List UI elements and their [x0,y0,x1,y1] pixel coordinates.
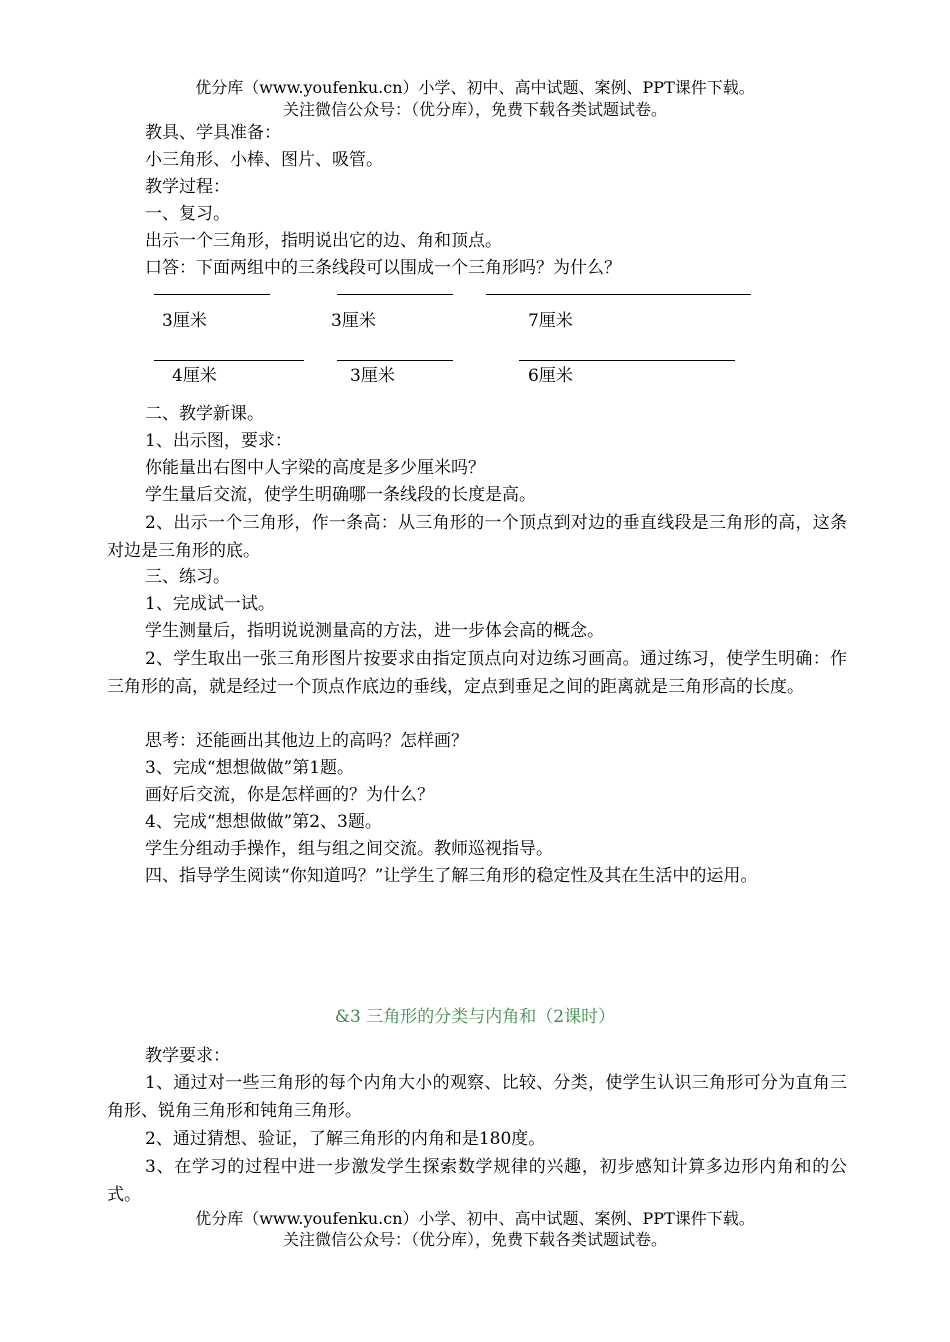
footer-line-1: 优分库（www.youfenku.cn）小学、初中、高中试题、案例、PPT课件下载。 [195,1209,755,1228]
practice-heading: 三、练习。 [145,567,230,587]
segment-line [519,360,735,361]
new-item-1: 1、出示图，要求： [145,431,292,451]
practice-item-4: 思考：还能画出其他边上的高吗？怎样画？ [145,731,468,751]
segment-label: 3厘米 [162,311,207,331]
segment-label: 7厘米 [528,311,573,331]
guide-item: 四、指导学生阅读“你知道吗？”让学生了解三角形的稳定性及其在生活中的运用。 [145,866,758,886]
new-lesson-heading: 二、教学新课。 [145,404,264,424]
segment-line [154,360,304,361]
practice-item-1: 1、完成试一试。 [145,594,275,614]
review-item-1: 出示一个三角形，指明说出它的边、角和顶点。 [145,231,502,251]
segment-label: 4厘米 [172,366,217,386]
practice-item-5: 3、完成“想想做做”第1题。 [145,758,355,778]
segment-label: 6厘米 [528,366,573,386]
requirements-heading: 教学要求： [145,1046,230,1066]
segment-line [154,294,270,295]
new-item-2: 你能量出右图中人字梁的高度是多少厘米吗？ [145,458,485,478]
new-item-3: 学生量后交流，使学生明确哪一条线段的长度是高。 [145,485,536,505]
segment-label: 3厘米 [350,366,395,386]
process-heading: 教学过程： [145,177,230,197]
requirement-1: 1、通过对一些三角形的每个内角大小的观察、比较、分类，使学生认识三角形可分为直角三角形、锐角三角形和钝角三角形。 [107,1073,847,1121]
practice-item-6: 画好后交流，你是怎样画的？为什么？ [145,785,434,805]
review-item-2: 口答：下面两组中的三条线段可以围成一个三角形吗？为什么？ [145,258,621,278]
section-title: &3 三角形的分类与内角和（2课时） [334,1007,616,1027]
review-heading: 一、复习。 [145,204,230,224]
segment-line [486,294,751,295]
header-line-1: 优分库（www.youfenku.cn）小学、初中、高中试题、案例、PPT课件下载。 [195,78,755,97]
segment-line [337,294,453,295]
practice-item-8: 学生分组动手操作，组与组之间交流。教师巡视指导。 [145,839,553,859]
practice-item-2: 学生测量后，指明说说测量高的方法，进一步体会高的概念。 [145,621,604,641]
header-line-2: 关注微信公众号：（优分库），免费下载各类试题试卷。 [282,100,667,119]
new-item-4: 2、出示一个三角形，作一条高：从三角形的一个顶点到对边的垂直线段是三角形的高，这条对边是三角形的底。 [107,513,847,561]
segment-label: 3厘米 [331,311,376,331]
practice-item-3: 2、学生取出一张三角形图片按要求由指定顶点向对边练习画高。通过练习，使学生明确：作三角形的高，就是经过一个顶点作底边的垂线，定点到垂足之间的距离就是三角形高的长度。 [107,649,847,697]
requirement-3: 3、在学习的过程中进一步激发学生探索数学规律的兴趣，初步感知计算多边形内角和的公式。 [107,1157,847,1205]
footer-line-2: 关注微信公众号：（优分库），免费下载各类试题试卷。 [282,1230,667,1249]
requirement-2: 2、通过猜想、验证，了解三角形的内角和是180度。 [145,1129,546,1149]
tools-list: 小三角形、小棒、图片、吸管。 [145,150,383,170]
tools-heading: 教具、学具准备： [145,123,281,143]
segment-line [337,360,453,361]
practice-item-7: 4、完成“想想做做”第2、3题。 [145,812,382,832]
